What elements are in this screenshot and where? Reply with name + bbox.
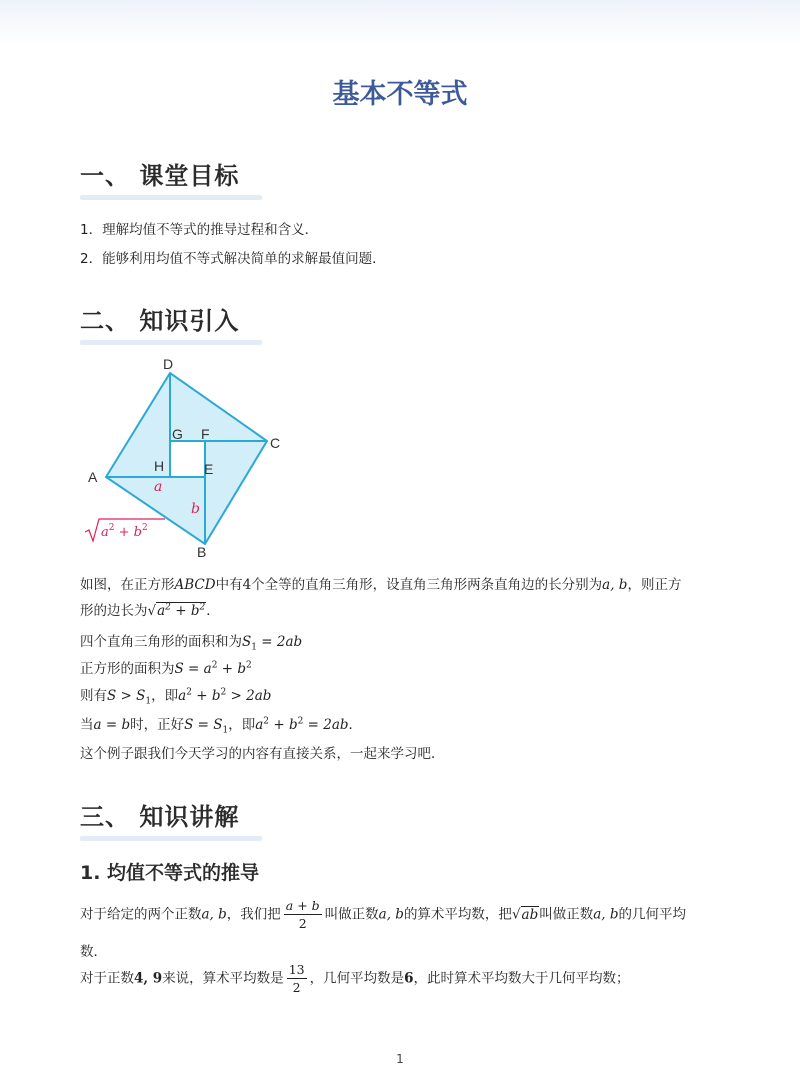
text-run: 对于正数 (80, 970, 134, 987)
math-var: b (211, 688, 221, 704)
fraction-denominator: 2 (298, 916, 307, 931)
text-run: 正方形的面积为 (80, 661, 175, 677)
goal-item: 2．能够利用均值不等式解决简单的求解最值问题． (80, 251, 386, 267)
text-run: ． (206, 603, 220, 619)
math-root: $√a^2 + b^2$ (147, 602, 206, 619)
intro-paragraph-line (80, 657, 252, 677)
side-label-b: b (191, 501, 200, 517)
explanation-line (80, 898, 686, 931)
fraction-numerator: 13 (288, 962, 305, 977)
intro-paragraph-line (80, 684, 272, 707)
subsection-heading: 1. 均值不等式的推导 (80, 862, 260, 884)
text-run: 叫做正数 (324, 906, 379, 923)
page-number: 1 (396, 1052, 404, 1066)
math-op: + (269, 717, 289, 733)
text-run: ，我们把 (226, 906, 281, 923)
text-run: 的几何平均 (618, 906, 687, 923)
fraction-numerator: a + b (285, 898, 320, 913)
section-underline (80, 195, 262, 200)
math-var: S (136, 688, 146, 704)
math-var: b (190, 603, 200, 619)
math-ab: a, b (201, 906, 227, 923)
square-figure (80, 355, 320, 565)
explanation-line (80, 962, 630, 995)
text-run: 当 (80, 717, 94, 733)
side-label-a: a (154, 479, 163, 495)
hyp-a: a (101, 525, 109, 540)
math-exp: 2 (199, 602, 206, 613)
math-ab: a, b (593, 906, 619, 923)
intro-paragraph-line (80, 713, 363, 736)
math-op: = (193, 717, 214, 733)
point-label-f: F (201, 426, 210, 442)
text-run: 中有 (215, 577, 243, 593)
math-var: a (203, 661, 212, 677)
point-label-h: H (154, 458, 165, 474)
section-heading-goals: 一、 课堂目标 (80, 162, 240, 190)
page-header-band (0, 0, 800, 45)
vertex-label-c: C (270, 435, 281, 451)
math-op: = (183, 661, 204, 677)
point-label-e: E (204, 461, 214, 477)
text-run: ，即 (151, 688, 179, 704)
text-run: ，几何平均数是 (309, 970, 405, 987)
text-run: 对于给定的两个正数 (80, 906, 202, 923)
hyp-b: b (133, 525, 142, 540)
text-run: 如图，在正方形 (80, 577, 175, 593)
math-var: S (242, 634, 252, 650)
math-var: S (184, 717, 194, 733)
section-heading-explanation: 三、 知识讲解 (80, 803, 240, 831)
math-ab: a, b (378, 906, 404, 923)
point-label-g: G (172, 426, 183, 442)
hyp-exp-a: 2 (108, 523, 115, 533)
intro-paragraph-line (80, 573, 681, 593)
math-sub: 1 (222, 725, 229, 736)
math-number: 4 (242, 577, 252, 593)
math-abcd: ABCD (174, 577, 216, 593)
math-op: + (170, 603, 191, 619)
text-run: 的算术平均数，把 (403, 906, 512, 923)
text-run: ，即 (228, 717, 256, 733)
math-var: a (157, 603, 166, 619)
hyp-exp-b: 2 (142, 523, 148, 533)
text-run: 叫做正数 (539, 906, 594, 923)
text-run: 形的边长为 (80, 603, 148, 619)
math-exp: 2 (263, 716, 270, 727)
section-heading-intro: 二、 知识引入 (80, 307, 240, 335)
text-run: 个全等的直角三角形，设直角三角形两条直角边的长分别为 (251, 577, 603, 593)
root-content: ab (521, 906, 539, 923)
math-values: 4, 9 (134, 970, 163, 987)
math-sub: 1 (251, 642, 257, 653)
math-ab: a, b (602, 577, 628, 593)
text-run: 四个直角三角形的面积和为 (80, 634, 242, 650)
math-op: + (191, 688, 212, 704)
math-exp: 2 (246, 660, 252, 671)
math-sub: 1 (145, 696, 152, 707)
math-var: S (213, 717, 223, 733)
fraction-arithmetic-mean (284, 898, 322, 931)
intro-paragraph-line (80, 630, 303, 653)
fraction-example (287, 962, 307, 995)
math-op: > (116, 688, 137, 704)
fraction-denominator: 2 (292, 980, 301, 995)
math-op: = (256, 634, 277, 650)
intro-paragraph-line (80, 599, 220, 619)
math-var: b (288, 717, 298, 733)
math-exp: 2 (186, 687, 192, 698)
math-var: a (255, 717, 264, 733)
math-expr: 2ab (246, 688, 272, 704)
intro-paragraph-line: 这个例子跟我们今天学习的内容有直接关系，一起来学习吧． (80, 746, 445, 762)
math-expr: a = b (93, 717, 131, 733)
math-expr: 2ab (276, 634, 303, 650)
square-diagram (80, 355, 320, 569)
explanation-line: 数． (80, 944, 107, 960)
section-underline (80, 836, 262, 841)
vertex-label-a: A (88, 469, 98, 485)
math-op: > (226, 688, 247, 704)
page-title: 基本不等式 (332, 79, 468, 110)
hypotenuse-label (85, 519, 165, 541)
math-var: a (178, 688, 187, 704)
hyp-plus: + (114, 525, 134, 540)
math-expr: 2ab (323, 717, 349, 733)
math-exp: 2 (211, 660, 218, 671)
math-exp: 2 (220, 687, 227, 698)
text-run: ． (348, 717, 363, 733)
text-run: 则有 (80, 688, 107, 704)
math-var: b (237, 661, 247, 677)
math-root: √ab (511, 906, 539, 923)
vertex-label-b: B (197, 544, 207, 560)
math-op: = (303, 717, 324, 733)
svg-text:a2 + b2 (101, 523, 148, 540)
math-exp: 2 (297, 716, 304, 727)
inner-square (170, 441, 205, 477)
text-run: 来说，算术平均数是 (162, 970, 284, 987)
math-number: 6 (404, 970, 414, 987)
goal-item: 1．理解均值不等式的推导过程和含义． (80, 222, 319, 238)
text-run: 时，正好 (130, 717, 185, 733)
math-op: + (217, 661, 238, 677)
math-var: S (107, 688, 117, 704)
math-exp: 2 (165, 602, 171, 613)
math-var: S (174, 661, 184, 677)
text-run: ，则正方 (627, 577, 682, 593)
text-run: ，此时算术平均数大于几何平均数； (413, 970, 630, 987)
vertex-label-d: D (163, 356, 174, 372)
section-underline (80, 340, 262, 345)
